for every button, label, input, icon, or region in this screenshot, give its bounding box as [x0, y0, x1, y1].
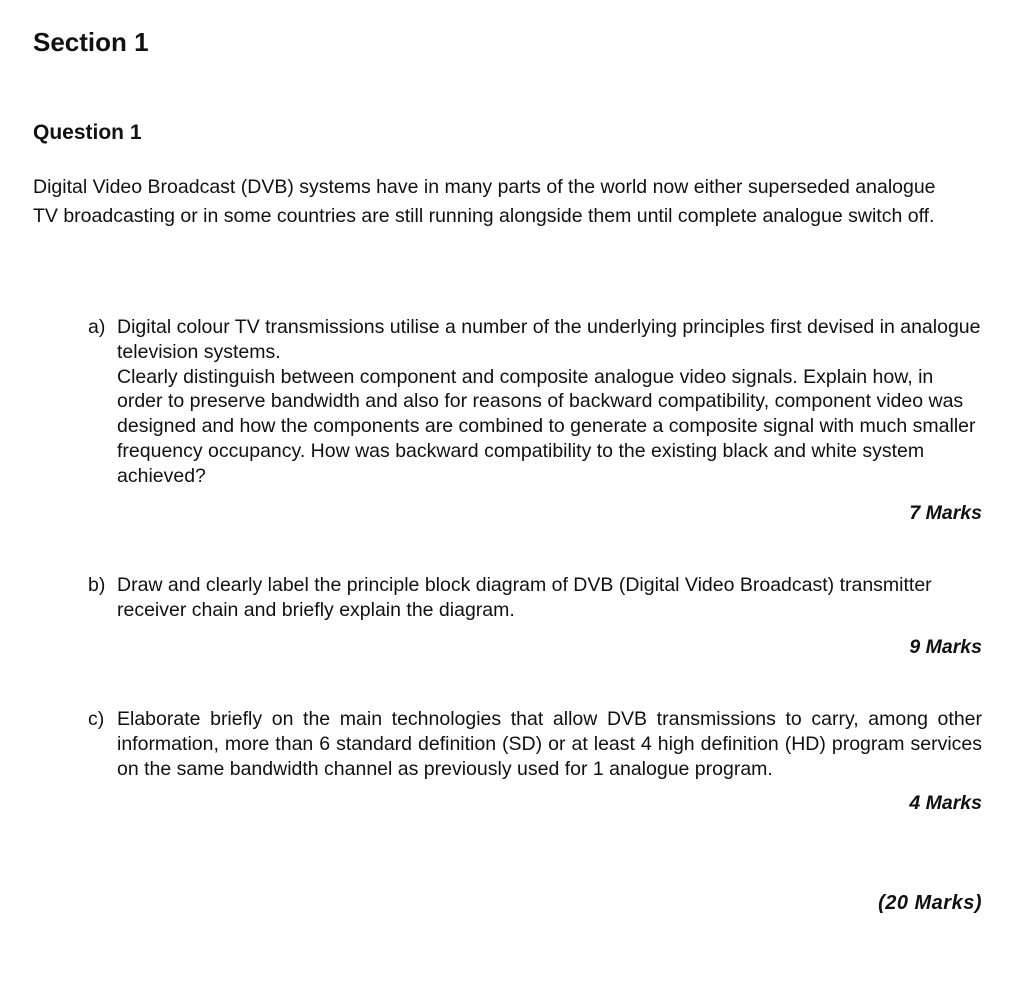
part-c-task-text: Elaborate briefly on the main technologies that allow DVB transmissions to carry, among other information, more than 6 standard definition (SD) or at least 4 high definition (HD) program services on the same bandwidth channel as previously used for 1 analogue program. [117, 708, 982, 780]
part-a-marks: 7 Marks [909, 501, 982, 524]
question-title: Question 1 [33, 121, 142, 144]
part-letter: b) [88, 574, 106, 596]
question-part-c [88, 707, 982, 815]
part-a-task-text: Clearly distinguish between component and composite analogue video signals. Explain how, in order to preserve bandwidth and also for reasons of backward compatibility, component video was designed and how the components are combined to generate a composite signal with much smaller frequency occupancy. How was backward compatibility to the existing black and white system achieved? [117, 365, 976, 487]
part-c-marks: 4 Marks [909, 792, 982, 815]
section-title: Section 1 [33, 27, 149, 57]
question-part-a [88, 315, 982, 525]
part-b-marks: 9 Marks [909, 635, 982, 658]
part-letter: c) [88, 708, 105, 730]
part-letter: a) [88, 316, 106, 338]
total-marks: (20 Marks) [878, 892, 982, 914]
question-part-b [88, 573, 982, 659]
part-a-intro-text: Digital colour TV transmissions utilise a number of the underlying principles first devised in analogue television systems. [117, 316, 981, 363]
question-intro: Digital Video Broadcast (DVB) systems have in many parts of the world now either superseded analogue TV broadcasting or in some countries are still running alongside them until complete analogue switch off. [33, 176, 936, 227]
part-b-task-text: Draw and clearly label the principle block diagram of DVB (Digital Video Broadcast) transmitter receiver chain and briefly explain the diagram. [117, 574, 932, 621]
